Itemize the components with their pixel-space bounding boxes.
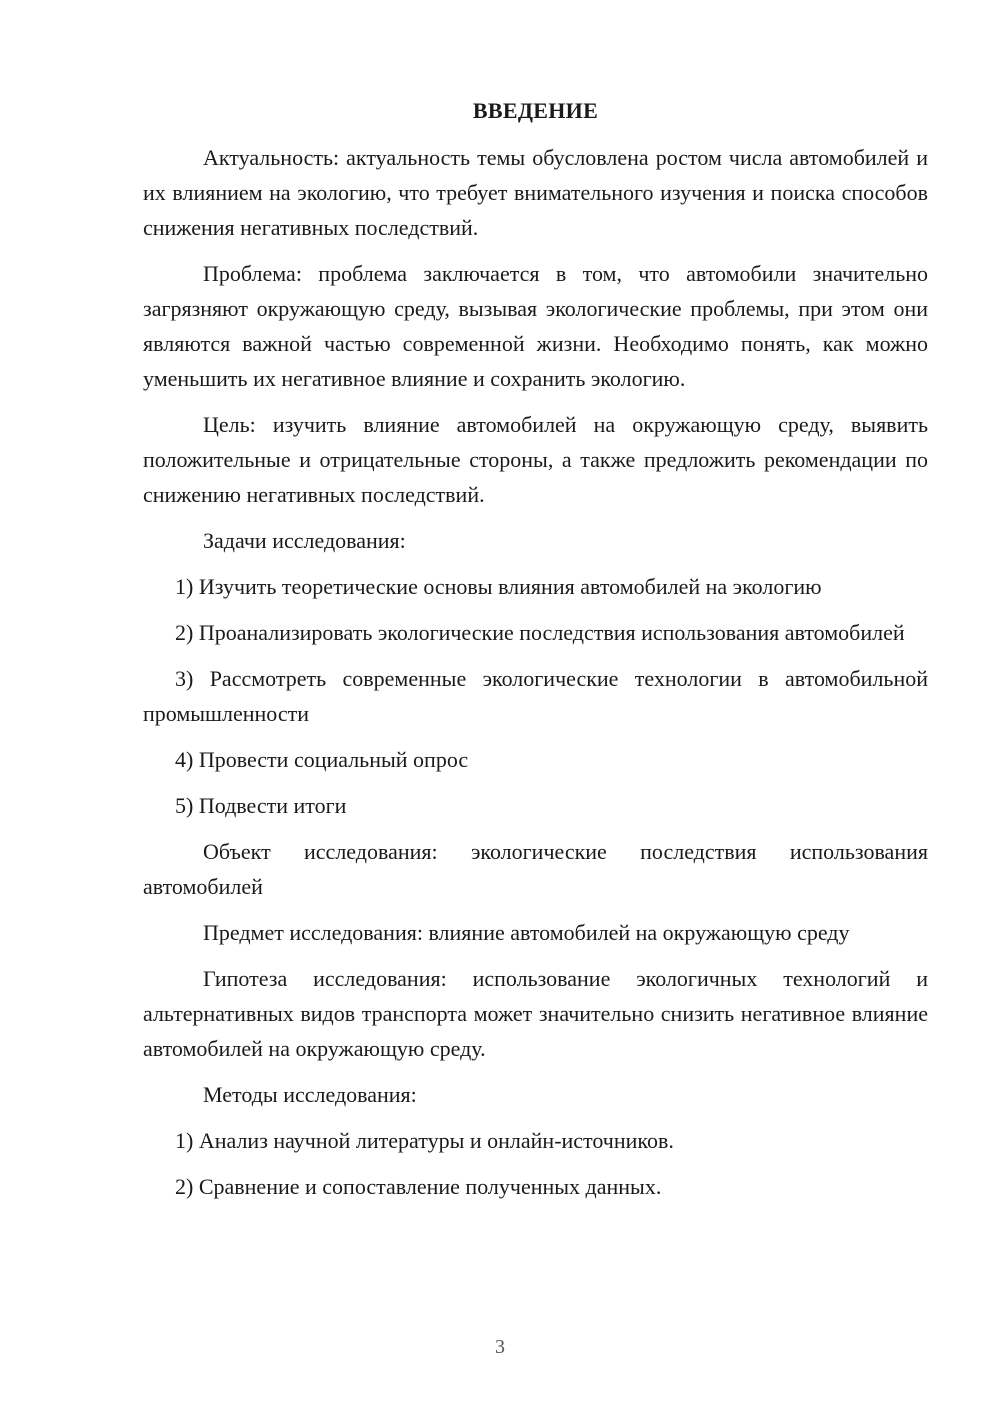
task-item: 3) Рассмотреть современные экологические технологии в автомобильной промышленности: [143, 666, 928, 726]
object-paragraph: Объект исследования: экологические последствия использования автомобилей: [143, 839, 928, 899]
hypothesis-paragraph: Гипотеза исследования: использование экологичных технологий и альтернативных видов транспорта может значительно снизить негативное влияние автомобилей на окружающую среду.: [143, 966, 928, 1061]
relevance-paragraph: Актуальность: актуальность темы обусловлена ростом числа автомобилей и их влиянием на экологию, что требует внимательного изучения и поиска способов снижения негативных последствий.: [143, 145, 928, 240]
task-item: 2) Проанализировать экологические последствия использования автомобилей: [175, 620, 905, 645]
methods-heading: Методы исследования:: [203, 1082, 417, 1107]
method-item: 1) Анализ научной литературы и онлайн-источников.: [175, 1128, 674, 1153]
section-title: ВВЕДЕНИЕ: [472, 98, 599, 123]
subject-paragraph: Предмет исследования: влияние автомобилей на окружающую среду: [203, 920, 850, 945]
tasks-heading: Задачи исследования:: [203, 528, 406, 553]
page-number: 3: [495, 1336, 505, 1358]
task-item: 4) Провести социальный опрос: [175, 747, 469, 772]
problem-paragraph: Проблема: проблема заключается в том, что автомобили значительно загрязняют окружающую среду, вызывая экологические проблемы, при этом они являются важной частью современной жизни. Необходимо понять, как можно уменьшить их негативное влияние и сохранить экологию.: [143, 261, 928, 391]
task-item: 5) Подвести итоги: [175, 793, 347, 818]
method-item: 2) Сравнение и сопоставление полученных данных.: [175, 1174, 662, 1199]
page-content: [143, 96, 928, 1215]
task-item: 1) Изучить теоретические основы влияния автомобилей на экологию: [175, 574, 822, 599]
goal-paragraph: Цель: изучить влияние автомобилей на окружающую среду, выявить положительные и отрицательные стороны, а также предложить рекомендации по снижению негативных последствий.: [143, 412, 928, 507]
